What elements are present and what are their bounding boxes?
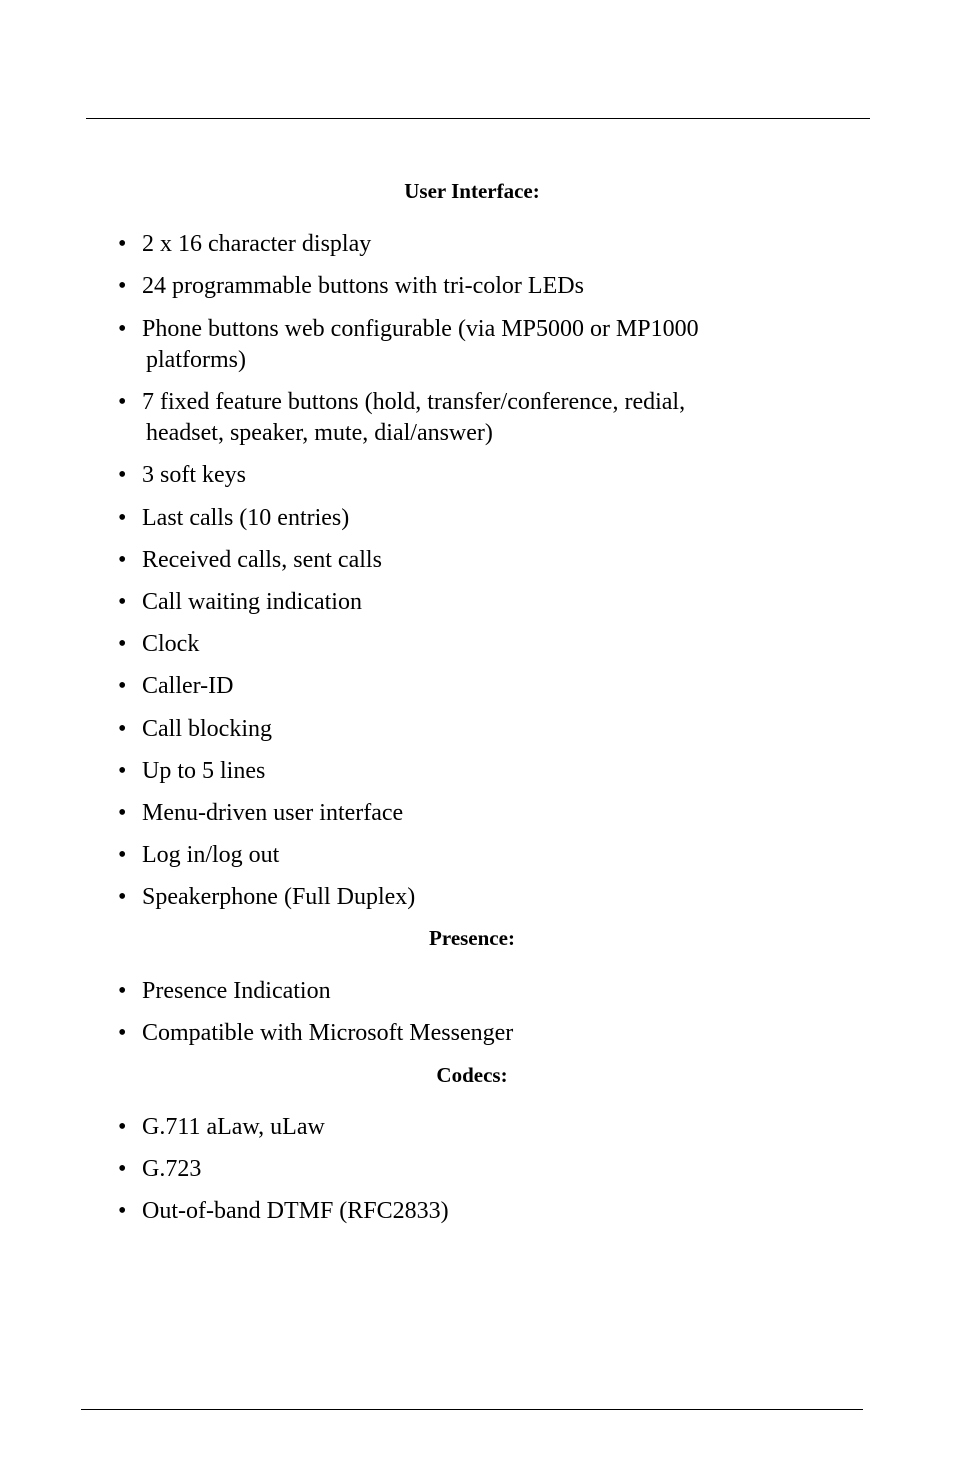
list-item-text: Up to 5 lines — [142, 758, 266, 784]
bullet: • — [118, 884, 127, 910]
bullet: • — [118, 589, 127, 615]
list-item-text: Clock — [142, 631, 200, 657]
list-item-text: Call blocking — [142, 716, 272, 742]
list-item — [118, 629, 818, 660]
list-item-text: Menu-driven user interface — [142, 800, 404, 826]
list-item — [118, 976, 818, 1007]
list-item-text: 3 soft keys — [142, 462, 246, 488]
bullet: • — [118, 389, 127, 415]
list-item-text: Speakerphone (Full Duplex) — [142, 884, 416, 910]
list-item — [118, 587, 818, 618]
list-item — [118, 271, 818, 302]
list-item — [118, 314, 818, 376]
list-item — [118, 503, 818, 534]
list-item-text: Out-of-band DTMF (RFC2833) — [142, 1198, 449, 1224]
bullet: • — [118, 1114, 127, 1140]
bullet: • — [118, 1156, 127, 1182]
list-item — [118, 460, 818, 491]
list-item — [118, 714, 818, 745]
list-item — [118, 1112, 818, 1143]
bullet: • — [118, 978, 127, 1004]
list-item-text: G.711 aLaw, uLaw — [142, 1114, 325, 1140]
list-item-text: Last calls (10 entries) — [142, 505, 350, 531]
section-heading-user-interface: User Interface: — [404, 179, 540, 203]
bullet: • — [118, 800, 127, 826]
bullet: • — [118, 1020, 127, 1046]
bullet: • — [118, 716, 127, 742]
bullet: • — [118, 631, 127, 657]
list-item-text: Compatible with Microsoft Messenger — [142, 1020, 514, 1046]
bullet: • — [118, 231, 127, 257]
bullet: • — [118, 273, 127, 299]
list-item-text: Log in/log out — [142, 842, 280, 868]
list-item — [118, 840, 818, 871]
bullet: • — [118, 673, 127, 699]
list-item-text-continued: headset, speaker, mute, dial/answer) — [146, 420, 493, 446]
list-item-text: 2 x 16 character display — [142, 231, 372, 257]
header-rule — [86, 118, 870, 119]
list-item-text: Call waiting indication — [142, 589, 362, 615]
bullet: • — [118, 758, 127, 784]
list-item — [118, 387, 818, 449]
list-item-text: 7 fixed feature buttons (hold, transfer/conference, redial, — [142, 389, 686, 415]
section-heading-presence: Presence: — [429, 926, 515, 950]
list-item-text-continued: platforms) — [146, 347, 246, 373]
list-item — [118, 1154, 818, 1185]
list-item — [118, 798, 818, 829]
bullet: • — [118, 547, 127, 573]
list-item — [118, 229, 818, 260]
bullet: • — [118, 1198, 127, 1224]
list-item — [118, 671, 818, 702]
list-item — [118, 1196, 818, 1227]
list-item-text: Received calls, sent calls — [142, 547, 382, 573]
list-item-text: Caller-ID — [142, 673, 234, 699]
bullet: • — [118, 505, 127, 531]
list-item — [118, 545, 818, 576]
list-item — [118, 882, 818, 913]
list-item — [118, 756, 818, 787]
bullet: • — [118, 316, 127, 342]
list-item — [118, 1018, 818, 1049]
list-item-text: G.723 — [142, 1156, 202, 1182]
footer-rule — [81, 1409, 863, 1410]
bullet: • — [118, 462, 127, 488]
list-item-text: Phone buttons web configurable (via MP5000 or MP1000 — [142, 316, 699, 342]
bullet: • — [118, 842, 127, 868]
list-item-text: Presence Indication — [142, 978, 331, 1004]
section-heading-codecs: Codecs: — [436, 1063, 508, 1087]
list-item-text: 24 programmable buttons with tri-color LEDs — [142, 273, 584, 299]
